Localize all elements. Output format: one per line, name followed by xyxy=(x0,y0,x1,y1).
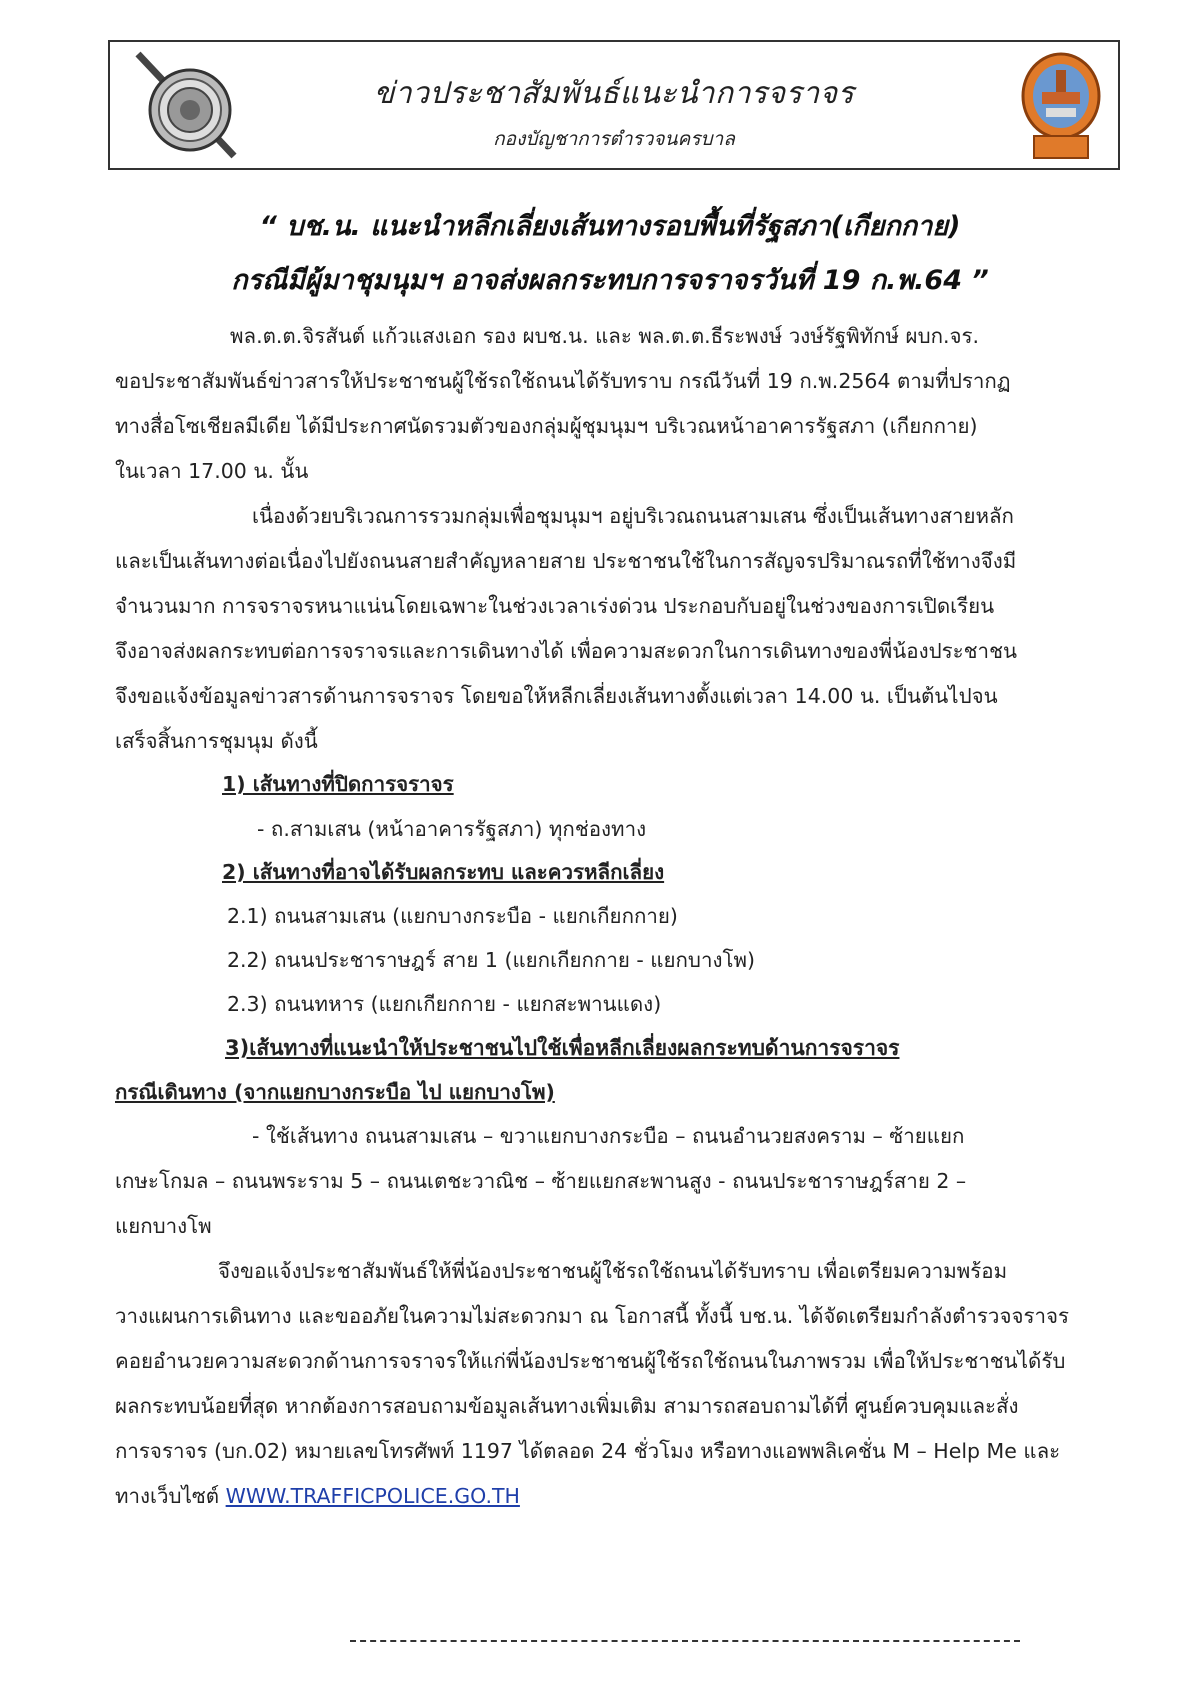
letterhead xyxy=(108,40,1120,170)
section-2-item-3: 2.3) ถนนทหาร (แยกเกียกกาย - แยกสะพานแดง) xyxy=(227,992,662,1016)
p1-line-4: ในเวลา 17.00 น. นั้น xyxy=(115,459,309,483)
section-3-route-1: - ใช้เส้นทาง ถนนสามเสน – ขวาแยกบางกระบือ – ถนนอำนวยสงคราม – ซ้ายแยก xyxy=(252,1124,965,1148)
p2-line-4: จึงอาจส่งผลกระทบต่อการจราจรและการเดินทางได้ เพื่อความสะดวกในการเดินทางของพี่น้องประชาชน xyxy=(115,639,1017,663)
website-link[interactable]: WWW.TRAFFICPOLICE.GO.TH xyxy=(225,1484,520,1508)
section-3-route-3: แยกบางโพ xyxy=(115,1214,212,1238)
section-2-item-2: 2.2) ถนนประชาราษฎร์ สาย 1 (แยกเกียกกาย - แยกบางโพ) xyxy=(227,948,755,972)
p2-line-3: จำนวนมาก การจราจรหนาแน่นโดยเฉพาะในช่วงเวลาเร่งด่วน ประกอบกับอยู่ในช่วงของการเปิดเรียน xyxy=(115,594,995,618)
section-2-item-1: 2.1) ถนนสามเสน (แยกบางกระบือ - แยกเกียกกาย) xyxy=(227,904,678,928)
section-1-title: 1) เส้นทางที่ปิดการจราจร xyxy=(222,772,454,796)
header-title: ข่าวประชาสัมพันธ์แนะนำการจราจร xyxy=(373,76,855,111)
section-3-subtitle: กรณีเดินทาง (จากแยกบางกระบือ ไป แยกบางโพ) xyxy=(115,1080,555,1104)
end-divider xyxy=(350,1640,1020,1642)
section-2-title: 2) เส้นทางที่อาจได้รับผลกระทบ และควรหลีกเลี่ยง xyxy=(222,860,665,884)
final-line-2: วางแผนการเดินทาง และขออภัยในความไม่สะดวกมา ณ โอกาสนี้ ทั้งนี้ บช.น. ได้จัดเตรียมกำลังตำรวจจราจร xyxy=(115,1304,1070,1328)
final-line-5: การจราจร (บก.02) หมายเลขโทรศัพท์ 1197 ได้ตลอด 24 ชั่วโมง หรือทางแอพพลิเคชั่น M – Help Me และ xyxy=(115,1439,1061,1463)
p1-line-3: ทางสื่อโซเชียลมีเดีย ได้มีประกาศนัดรวมตัวของกลุ่มผู้ชุมนุมฯ บริเวณหน้าอาคารรัฐสภา (เกียกกาย) xyxy=(115,414,978,438)
final-line-4: ผลกระทบน้อยที่สุด หากต้องการสอบถามข้อมูลเส้นทางเพิ่มเติม สามารถสอบถามได้ที่ ศูนย์ควบคุมและสั่ง xyxy=(115,1394,1019,1418)
p2-line-5: จึงขอแจ้งข้อมูลข่าวสารด้านการจราจร โดยขอให้หลีกเลี่ยงเส้นทางตั้งแต่เวลา 14.00 น. เป็นต้นไปจน xyxy=(115,684,998,708)
bureau-emblem-icon xyxy=(1018,52,1104,162)
section-3-route-2: เกษะโกมล – ถนนพระราม 5 – ถนนเตชะวาณิช – ซ้ายแยกสะพานสูง - ถนนประชาราษฎร์สาย 2 – xyxy=(115,1169,967,1193)
p1-line-1: พล.ต.ต.จิรสันต์ แก้วแสงเอก รอง ผบช.น. และ พล.ต.ต.ธีระพงษ์ วงษ์รัฐพิทักษ์ ผบก.จร. xyxy=(230,324,980,348)
header-subtitle: กองบัญชาการตำรวจนครบาล xyxy=(493,128,735,150)
headline-line-2: กรณีมีผู้มาชุมนุมฯ อาจส่งผลกระทบการจราจรวันที่ 19 ก.พ.64 ” xyxy=(231,265,989,296)
p1-line-2: ขอประชาสัมพันธ์ข่าวสารให้ประชาชนผู้ใช้รถใช้ถนนได้รับทราบ กรณีวันที่ 19 ก.พ.2564 ตามที่ปรากฏ xyxy=(115,369,1011,393)
section-1-item: - ถ.สามเสน (หน้าอาคารรัฐสภา) ทุกช่องทาง xyxy=(257,817,647,841)
final-line-3: คอยอำนวยความสะดวกด้านการจราจรให้แก่พี่น้องประชาชนผู้ใช้รถใช้ถนนในภาพรวม เพื่อให้ประชาชนได้รับ xyxy=(115,1349,1066,1373)
p2-line-6: เสร็จสิ้นการชุมนุม ดังนี้ xyxy=(115,729,318,753)
p2-line-2: และเป็นเส้นทางต่อเนื่องไปยังถนนสายสำคัญหลายสาย ประชาชนใช้ในการสัญจรปริมาณรถที่ใช้ทางจึงมี xyxy=(115,549,1017,573)
final-line-1: จึงขอแจ้งประชาสัมพันธ์ให้พี่น้องประชาชนผู้ใช้รถใช้ถนนได้รับทราบ เพื่อเตรียมความพร้อม xyxy=(218,1259,1008,1283)
p2-line-1: เนื่องด้วยบริเวณการรวมกลุ่มเพื่อชุมนุมฯ อยู่บริเวณถนนสามเสน ซึ่งเป็นเส้นทางสายหลัก xyxy=(252,504,1014,528)
headline-line-1: “ บช.น. แนะนำหลีกเลี่ยงเส้นทางรอบพื้นที่รัฐสภา(เกียกกาย) xyxy=(259,211,961,242)
website-prefix: ทางเว็บไซต์ xyxy=(115,1484,226,1508)
headline xyxy=(100,200,1120,308)
website-line xyxy=(115,1480,520,1513)
section-3-title: 3)เส้นทางที่แนะนำให้ประชาชนไปใช้เพื่อหลีกเลี่ยงผลกระทบด้านการจราจร xyxy=(225,1036,900,1060)
